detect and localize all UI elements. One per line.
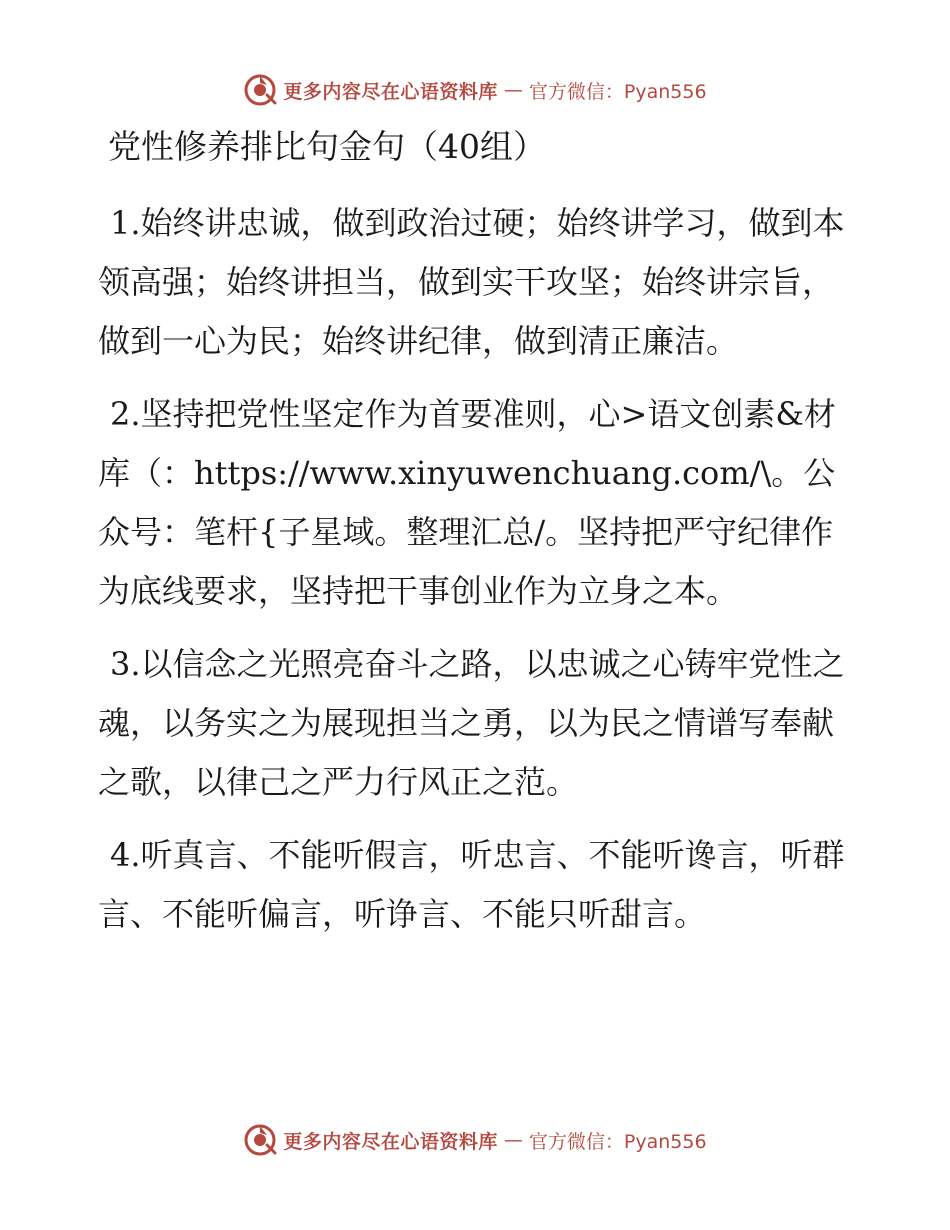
sentence-item-3: 3.以信念之光照亮奋斗之路，以忠诚之心铸牢党性之魂，以务实之为展现担当之勇，以为民之情谱写奉献之歌，以律己之严力行风正之范。 bbox=[98, 645, 845, 801]
footer-watermark bbox=[0, 1120, 950, 1160]
watermark-dash: — bbox=[503, 1129, 523, 1151]
sentence-item-2: 2.坚持把党性坚定作为首要准则，心>语文创素&材库（：https://www.xinyuwenchuang.com/\。公众号：笔杆{子星域。整理汇总/。坚持把严守纪律作为底线要求，坚持把干事创业作为立身之本。 bbox=[98, 395, 836, 610]
sentence-list bbox=[98, 194, 858, 958]
logo-icon bbox=[243, 1123, 277, 1157]
header-watermark bbox=[0, 70, 950, 110]
watermark-text: 更多内容尽在心语资料库 bbox=[283, 1130, 498, 1153]
watermark-contact: 官方微信：Pyan556 bbox=[528, 1130, 707, 1153]
watermark-dash: — bbox=[503, 79, 523, 101]
logo-icon bbox=[243, 73, 277, 107]
watermark-text: 更多内容尽在心语资料库 bbox=[283, 80, 498, 103]
sentence-item-4: 4.听真言、不能听假言，听忠言、不能听谗言，听群言、不能听偏言，听诤言、不能只听甜言。 bbox=[98, 836, 845, 933]
watermark-contact: 官方微信：Pyan556 bbox=[528, 80, 707, 103]
document-title: 党性修养排比句金句（40组） bbox=[108, 127, 546, 166]
sentence-item-1: 1.始终讲忠诚，做到政治过硬；始终讲学习，做到本领高强；始终讲担当，做到实干攻坚；始终讲宗旨，做到一心为民；始终讲纪律，做到清正廉洁。 bbox=[98, 204, 845, 360]
